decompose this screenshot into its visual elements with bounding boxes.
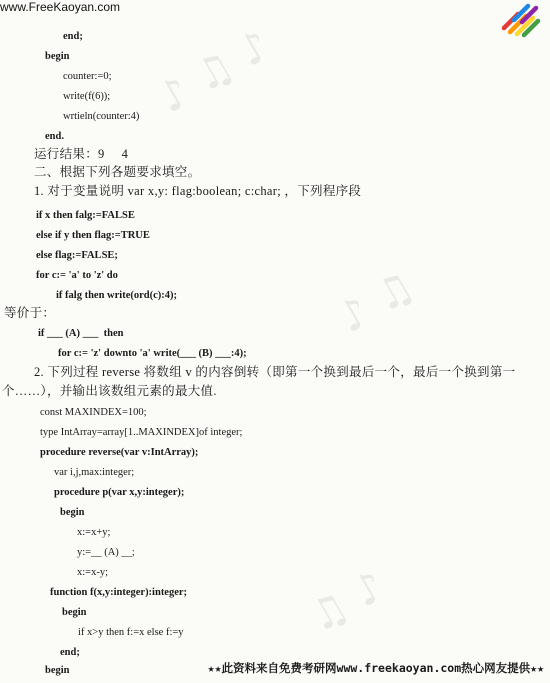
- question-text: 个……），并输出该数组元素的最大值.: [2, 384, 217, 398]
- code-line: else flag:=FALSE;: [36, 250, 118, 261]
- code-line: write(f(6));: [63, 91, 111, 102]
- fill-blank-line: if ___ (A) ___ then: [38, 328, 124, 339]
- watermark: ♫♪: [300, 553, 405, 643]
- fill-blank-line: y:=__ (A) __;: [77, 547, 135, 558]
- result-text: 运行结果：9 4: [34, 147, 129, 161]
- code-line: for c:= 'a' to 'z' do: [36, 270, 118, 281]
- code-line: procedure reverse(var v:IntArray);: [40, 447, 199, 458]
- question-text: 2. 下列过程 reverse 将数组 v 的内容倒转（即第一个换到最后一个，最后一个换到第一: [34, 365, 516, 379]
- code-line: begin: [45, 665, 70, 676]
- equivalent-label: 等价于：: [4, 306, 56, 320]
- code-line: procedure p(var x,y:integer);: [54, 487, 185, 498]
- code-line: end;: [60, 647, 80, 658]
- code-line: if x>y then f:=x else f:=y: [78, 627, 184, 638]
- watermark: ♪♫♪: [150, 13, 290, 123]
- question-text: 1. 对于变量说明 var x,y: flag:boolean; c:char; ，下列程序段: [34, 184, 362, 198]
- code-line: begin: [60, 507, 85, 518]
- code-line: x:=x+y;: [77, 527, 111, 538]
- fill-blank-line: for c:= 'z' downto 'a' write(___ (B) ___:4);: [58, 348, 247, 359]
- site-url: www.FreeKaoyan.com: [0, 0, 121, 14]
- freekaoyan-logo-icon: [500, 2, 542, 38]
- code-line: begin: [45, 51, 70, 62]
- code-line: counter:=0;: [63, 71, 112, 82]
- code-line: wrtieln(counter:4): [63, 111, 140, 122]
- code-line: function f(x,y:integer):integer;: [50, 587, 188, 598]
- code-line: type IntArray=array[1..MAXINDEX]of integer;: [40, 427, 243, 438]
- watermark: ♪♫: [330, 253, 435, 343]
- code-line: end.: [45, 131, 64, 142]
- section-heading: 二、根据下列各题要求填空。: [34, 165, 201, 179]
- code-line: if falg then write(ord(c):4);: [56, 290, 177, 301]
- code-line: else if y then flag:=TRUE: [36, 230, 150, 241]
- code-line: end;: [63, 31, 83, 42]
- code-line: const MAXINDEX=100;: [40, 407, 147, 418]
- code-line: if x then falg:=FALSE: [36, 210, 135, 221]
- footer-banner: ★★此资料来自免费考研网www.freekaoyan.com热心网友提供★★: [207, 661, 544, 675]
- code-line: x:=x-y;: [77, 567, 109, 578]
- code-line: begin: [62, 607, 87, 618]
- code-line: var i,j,max:integer;: [54, 467, 135, 478]
